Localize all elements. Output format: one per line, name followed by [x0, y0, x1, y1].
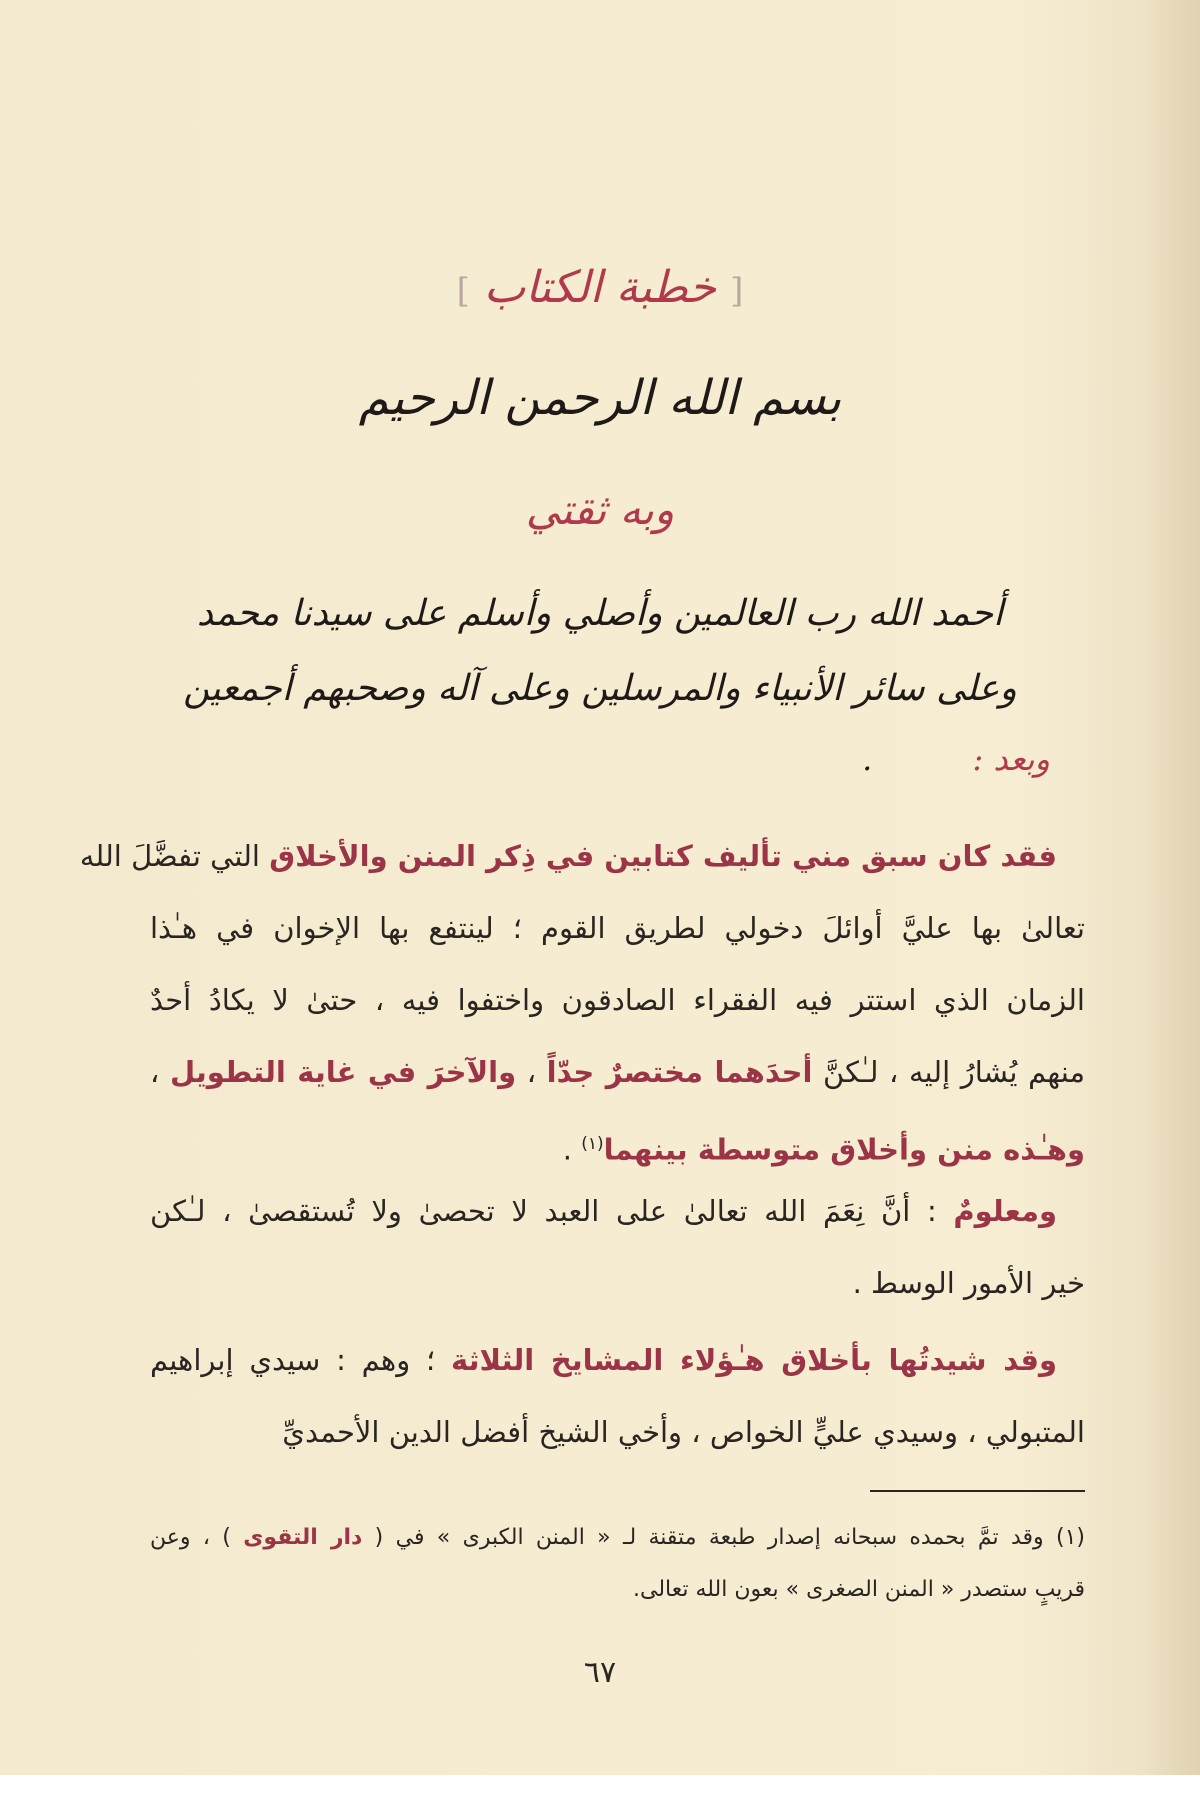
text-segment: التي تفضَّلَ الله — [79, 839, 270, 873]
text-segment: قريبٍ ستصدر « المنن الصغرى » بعون الله تعالى. — [633, 1577, 1085, 1602]
heading-title: خطبة الكتاب — [483, 262, 717, 313]
text-line — [150, 1324, 1085, 1396]
footnote — [150, 1512, 1085, 1616]
text-segment: الزمان الذي استتر فيه الفقراء الصادقون واختفوا فيه ، حتىٰ لا يكادُ أحدٌ — [150, 983, 1085, 1017]
text-segment: ، — [150, 1055, 170, 1089]
thiqa-line: وبه ثقتي — [525, 485, 675, 534]
paragraph-2 — [150, 1175, 1085, 1319]
text-segment: ، — [516, 1055, 547, 1089]
text-segment: : أنَّ نِعَمَ الله تعالىٰ على العبد لا تحصىٰ ولا تُستقصىٰ ، لـٰكن — [150, 1194, 954, 1228]
text-segment: المتبولي ، وسيدي عليٍّ الخواص ، وأخي الشيخ أفضل الدين الأحمديِّ — [282, 1415, 1085, 1449]
text-line — [150, 1247, 1085, 1319]
text-line — [150, 1564, 1085, 1616]
basmala: بسم الله الرحمن الرحيم — [358, 370, 842, 426]
footnote-marker: (١) — [581, 1134, 604, 1154]
section-heading — [0, 262, 1200, 313]
text-segment: خير الأمور الوسط . — [852, 1266, 1085, 1300]
highlighted-text: وهـٰذه منن وأخلاق متوسطة بينهما — [603, 1132, 1085, 1167]
highlighted-text: والآخرَ في غاية التطويل — [169, 1055, 517, 1089]
highlighted-text: وقد شيدتُها بأخلاق هـٰؤلاء المشايخ الثلاثة — [451, 1343, 1057, 1377]
text-line — [150, 1396, 1085, 1468]
text-line — [150, 1512, 1085, 1564]
highlighted-text: دار التقوى — [243, 1525, 363, 1550]
paragraph-3 — [150, 1324, 1085, 1468]
wabad-heading — [862, 740, 1050, 778]
bracket-close: ] — [456, 271, 470, 311]
wabad-label: وبعد : — [972, 740, 1050, 778]
praise-line-2: وعلى سائر الأنبياء والمرسلين وعلى آله وصحبهم أجمعين — [183, 668, 1017, 709]
bracket-open: [ — [730, 271, 744, 311]
praise-line-1: أحمد الله رب العالمين وأصلي وأسلم على سيدنا محمد — [196, 593, 1004, 634]
highlighted-text: فقد كان سبق مني تأليف كتابين في ذِكر المنن والأخلاق — [269, 839, 1057, 873]
text-segment: ؛ وهم : سيدي إبراهيم — [150, 1343, 452, 1377]
text-line — [150, 892, 1085, 964]
text-segment: (١) وقد تمَّ بحمده سبحانه إصدار طبعة متقنة لـ « المنن الكبرى » في ( — [362, 1525, 1086, 1550]
text-segment: منهم يُشارُ إليه ، لـٰكنَّ — [812, 1055, 1086, 1089]
highlighted-text: ومعلومٌ — [953, 1194, 1057, 1228]
text-line — [150, 1036, 1085, 1108]
highlighted-text: أحدَهما مختصرٌ جدّاً — [546, 1055, 813, 1089]
text-line — [150, 964, 1085, 1036]
text-line — [150, 1108, 1085, 1180]
wabad-dot: . — [862, 740, 873, 778]
page-number: ٦٧ — [583, 1655, 617, 1690]
text-segment: ) ، وعن — [150, 1525, 244, 1550]
text-segment: تعالىٰ بها عليَّ أوائلَ دخولي لطريق القوم ؛ لينتفع بها الإخوان في هـٰذا — [150, 911, 1085, 945]
paragraph-1 — [79, 820, 1086, 1180]
text-line — [79, 820, 1085, 892]
footnote-divider — [870, 1490, 1085, 1492]
text-segment: . — [562, 1132, 582, 1167]
text-line — [150, 1175, 1085, 1247]
